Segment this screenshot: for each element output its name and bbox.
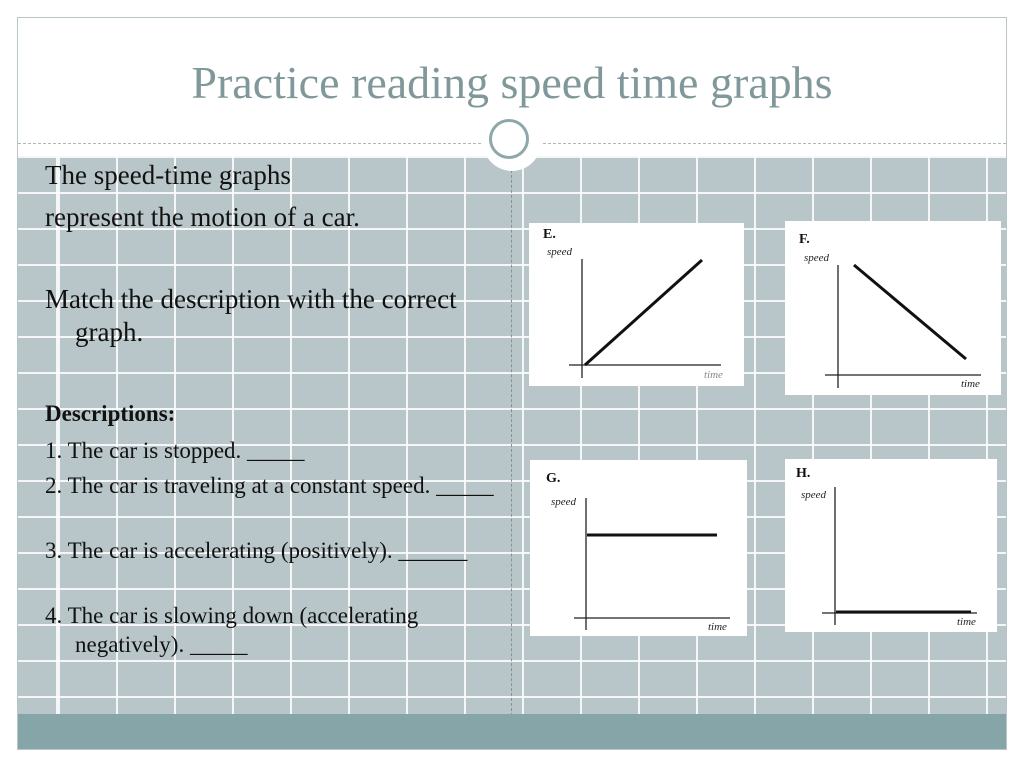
intro-line-2: represent the motion of a car. xyxy=(45,202,360,232)
footer-bar xyxy=(18,714,1006,749)
graph-g-label: G. xyxy=(546,471,561,486)
graph-f-panel xyxy=(785,221,1001,395)
graph-h-svg xyxy=(785,459,997,632)
circle-ornament-ring xyxy=(489,119,529,159)
graph-f-label: F. xyxy=(799,232,810,247)
graph-f-line xyxy=(854,265,966,359)
graph-f-ylabel: speed xyxy=(804,252,830,264)
intro-line-1: The speed-time graphs xyxy=(45,160,291,190)
graph-f-xlabel: time xyxy=(961,378,980,390)
graph-g-panel xyxy=(530,460,747,636)
circle-ornament-icon xyxy=(483,113,541,171)
graph-f-svg xyxy=(785,221,1001,395)
graph-e-panel xyxy=(529,223,744,386)
graph-g-svg xyxy=(530,460,747,636)
graph-e-ylabel: speed xyxy=(547,246,573,258)
graph-h-xlabel: time xyxy=(957,616,976,628)
description-item-4: 4. The car is slowing down (accelerating negatively). _____ xyxy=(45,603,419,657)
slide-frame xyxy=(17,17,1007,750)
graph-h-ylabel: speed xyxy=(801,489,827,501)
graph-e-xlabel: time xyxy=(704,369,723,381)
intro-match: Match the description with the correct graph. xyxy=(45,284,457,347)
graph-h-label: H. xyxy=(796,466,811,481)
descriptions-heading: Descriptions: xyxy=(45,401,176,426)
description-item-2: 2. The car is traveling at a constant speed. _____ xyxy=(45,473,494,498)
graph-g-ylabel: speed xyxy=(551,496,577,508)
graph-e-line xyxy=(585,260,702,365)
graph-e-svg xyxy=(529,223,744,386)
graph-e-label: E. xyxy=(543,227,556,242)
description-item-3: 3. The car is accelerating (positively). ______ xyxy=(45,538,468,563)
graph-g-xlabel: time xyxy=(708,621,727,633)
graph-h-panel xyxy=(785,459,997,632)
description-item-1: 1. The car is stopped. _____ xyxy=(45,438,305,463)
slide-title: Practice reading speed time graphs xyxy=(191,57,833,108)
